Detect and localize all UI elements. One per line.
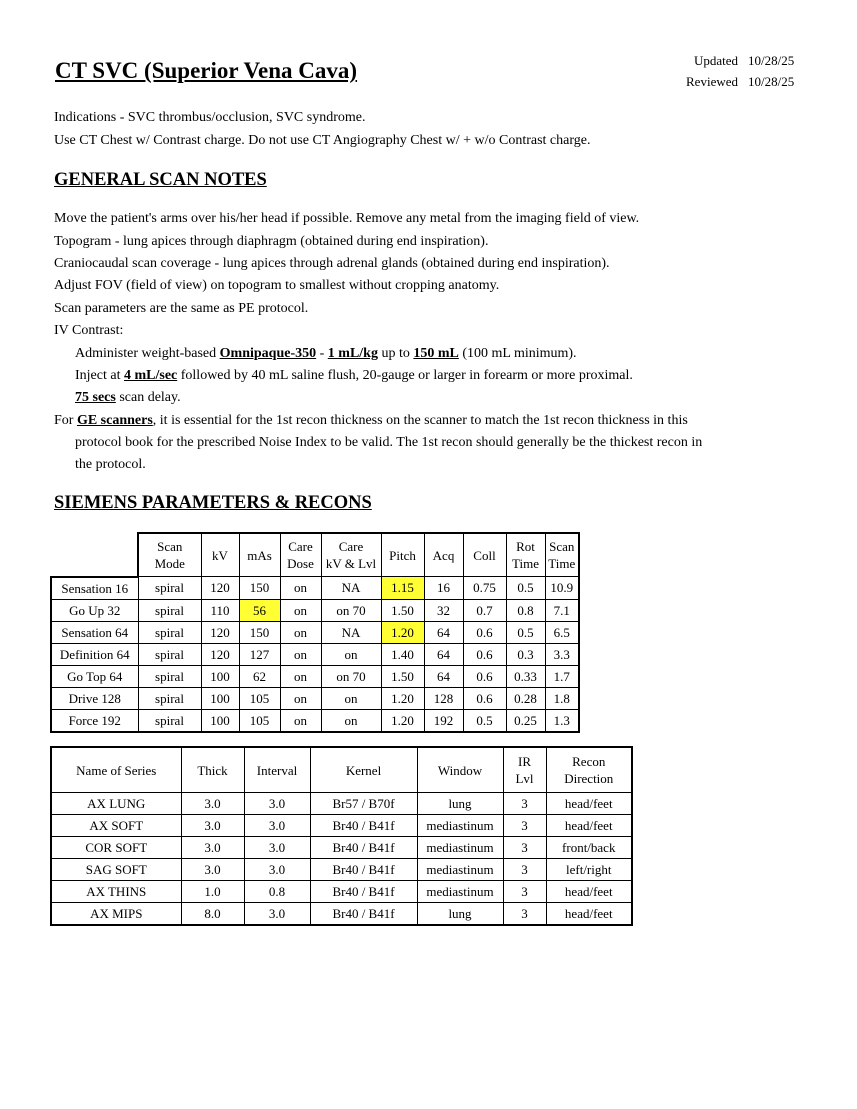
table-cell: 3.3 xyxy=(545,643,579,665)
table-cell: on xyxy=(280,577,321,600)
table-row xyxy=(51,599,579,621)
contrast-max: 150 mL xyxy=(413,346,459,361)
text-run: Inject at xyxy=(75,368,124,383)
table-cell: 3 xyxy=(503,815,546,837)
table-cell: 3 xyxy=(503,837,546,859)
updated-line xyxy=(672,53,794,69)
table-cell: on xyxy=(280,687,321,709)
table-row xyxy=(51,837,632,859)
table-cell: 64 xyxy=(424,665,463,687)
table-cell: NA xyxy=(321,621,381,643)
table-cell: NA xyxy=(321,577,381,600)
table-cell: 1.0 xyxy=(181,881,244,903)
column-header: Recon Direction xyxy=(546,747,632,793)
table-cell: 3.0 xyxy=(181,793,244,815)
table-cell: 150 xyxy=(239,577,280,600)
table-header-row xyxy=(51,747,632,793)
table-cell: 100 xyxy=(201,687,239,709)
series-name-cell: COR SOFT xyxy=(51,837,181,859)
scan-note-line: Craniocaudal scan coverage - lung apices through adrenal glands (obtained during end inspiration). xyxy=(54,256,610,271)
table-cell: lung xyxy=(417,903,503,926)
table-cell: Br40 / B41f xyxy=(310,903,417,926)
table-cell: 0.6 xyxy=(463,687,506,709)
table-header-row xyxy=(51,533,579,577)
table-cell: 10.9 xyxy=(545,577,579,600)
column-header: kV xyxy=(201,533,239,577)
column-header: Coll xyxy=(463,533,506,577)
table-cell: 127 xyxy=(239,643,280,665)
scanner-name-cell: Go Up 32 xyxy=(51,599,138,621)
column-header: Kernel xyxy=(310,747,417,793)
table-row xyxy=(51,643,579,665)
table-cell: 120 xyxy=(201,621,239,643)
table-cell: 0.5 xyxy=(463,709,506,732)
table-cell: 3.0 xyxy=(181,859,244,881)
column-header: Scan Time xyxy=(545,533,579,577)
table-cell: spiral xyxy=(138,665,201,687)
table-cell: head/feet xyxy=(546,903,632,926)
column-header: Care Dose xyxy=(280,533,321,577)
table-cell: lung xyxy=(417,793,503,815)
table-cell: 1.20 xyxy=(381,621,424,643)
column-header: mAs xyxy=(239,533,280,577)
page-title: CT SVC (Superior Vena Cava) xyxy=(55,58,358,83)
text-run: up to xyxy=(377,346,414,361)
table-row xyxy=(51,903,632,926)
text-run: - xyxy=(316,346,328,361)
table-row xyxy=(51,881,632,903)
table-cell: head/feet xyxy=(546,881,632,903)
table-cell: 3 xyxy=(503,903,546,926)
scan-note-line: IV Contrast: xyxy=(54,323,124,338)
column-header: IR Lvl xyxy=(503,747,546,793)
table-cell: 3.0 xyxy=(181,815,244,837)
table-cell: 3 xyxy=(503,881,546,903)
table-cell: 0.33 xyxy=(506,665,545,687)
table-cell: 105 xyxy=(239,687,280,709)
table-cell: 64 xyxy=(424,621,463,643)
column-header: Acq xyxy=(424,533,463,577)
table-cell: 6.5 xyxy=(545,621,579,643)
reviewed-label: Reviewed xyxy=(686,74,738,89)
text-run: Administer weight-based xyxy=(75,346,220,361)
table-cell: 7.1 xyxy=(545,599,579,621)
table-cell: head/feet xyxy=(546,793,632,815)
series-name-cell: AX THINS xyxy=(51,881,181,903)
table-cell: 0.8 xyxy=(244,881,310,903)
table-row xyxy=(51,709,579,732)
table-cell: 56 xyxy=(239,599,280,621)
table-cell: spiral xyxy=(138,643,201,665)
table-cell: 0.8 xyxy=(506,599,545,621)
table-cell: 0.25 xyxy=(506,709,545,732)
table-cell: 3 xyxy=(503,859,546,881)
table-cell: spiral xyxy=(138,577,201,600)
siemens-parameters-table xyxy=(50,532,580,733)
column-header: Scan Mode xyxy=(138,533,201,577)
scan-note-line: Move the patient's arms over his/her head if possible. Remove any metal from the imaging field of view. xyxy=(54,211,640,226)
table-cell: 0.7 xyxy=(463,599,506,621)
updated-date: 10/28/25 xyxy=(748,53,795,68)
table-cell: 3 xyxy=(503,793,546,815)
text-run: , it is essential for the 1st recon thickness on the scanner to match the 1st recon thickness in this xyxy=(152,413,688,428)
updated-label: Updated xyxy=(693,53,738,68)
table-cell: 1.50 xyxy=(381,599,424,621)
table-cell: Br40 / B41f xyxy=(310,837,417,859)
ge-note-line xyxy=(54,413,688,429)
table-cell: 3.0 xyxy=(244,793,310,815)
contrast-agent: Omnipaque-350 xyxy=(219,346,317,361)
table-cell: mediastinum xyxy=(417,815,503,837)
general-scan-notes-heading: GENERAL SCAN NOTES xyxy=(54,170,267,190)
series-name-cell: AX MIPS xyxy=(51,903,181,926)
table-cell: 64 xyxy=(424,643,463,665)
ge-note-line: the protocol. xyxy=(75,457,146,472)
text-run: scan delay. xyxy=(115,390,181,405)
table-cell: on xyxy=(280,665,321,687)
table-cell: 150 xyxy=(239,621,280,643)
table-cell: 1.15 xyxy=(381,577,424,600)
scanner-name-cell: Force 192 xyxy=(51,709,138,732)
scan-note-line: Adjust FOV (field of view) on topogram to smallest without cropping anatomy. xyxy=(54,278,500,293)
scanner-name-cell: Sensation 16 xyxy=(51,577,138,600)
table-cell: 1.40 xyxy=(381,643,424,665)
recons-table xyxy=(50,746,633,926)
table-cell: 3.0 xyxy=(244,859,310,881)
table-cell: on xyxy=(321,709,381,732)
scan-note-line: Scan parameters are the same as PE protocol. xyxy=(54,301,309,316)
table-cell: spiral xyxy=(138,621,201,643)
table-row xyxy=(51,665,579,687)
table-cell: 0.5 xyxy=(506,577,545,600)
table-cell: Br40 / B41f xyxy=(310,881,417,903)
contrast-dose: 1 mL/kg xyxy=(327,346,378,361)
table-cell: on xyxy=(280,709,321,732)
table-cell: Br57 / B70f xyxy=(310,793,417,815)
column-header: Thick xyxy=(181,747,244,793)
table-cell: 0.5 xyxy=(506,621,545,643)
table-cell: 1.3 xyxy=(545,709,579,732)
table-cell: spiral xyxy=(138,687,201,709)
table-cell: 0.75 xyxy=(463,577,506,600)
table-cell: Br40 / B41f xyxy=(310,859,417,881)
ge-note-line: protocol book for the prescribed Noise Index to be valid. The 1st recon should generally be the thickest recon in xyxy=(75,435,703,450)
table-cell: 100 xyxy=(201,709,239,732)
table-cell: on 70 xyxy=(321,665,381,687)
series-name-cell: AX LUNG xyxy=(51,793,181,815)
contrast-dose-line xyxy=(75,346,577,362)
table-cell: 1.50 xyxy=(381,665,424,687)
table-cell: 0.3 xyxy=(506,643,545,665)
table-row xyxy=(51,793,632,815)
table-cell: 120 xyxy=(201,643,239,665)
table-cell: 3.0 xyxy=(181,837,244,859)
table-cell: on xyxy=(280,643,321,665)
injection-rate-line xyxy=(75,368,633,384)
table-cell: spiral xyxy=(138,599,201,621)
scan-delay: 75 secs xyxy=(75,390,116,405)
column-header: Interval xyxy=(244,747,310,793)
table-cell: left/right xyxy=(546,859,632,881)
table-cell: on xyxy=(280,599,321,621)
table-cell: 0.28 xyxy=(506,687,545,709)
series-name-cell: SAG SOFT xyxy=(51,859,181,881)
table-cell: Br40 / B41f xyxy=(310,815,417,837)
table-cell: 128 xyxy=(424,687,463,709)
table-cell: 105 xyxy=(239,709,280,732)
reviewed-line xyxy=(672,74,794,90)
table-cell: 1.8 xyxy=(545,687,579,709)
scanner-name-cell: Drive 128 xyxy=(51,687,138,709)
table-cell: 0.6 xyxy=(463,643,506,665)
table-cell: 1.7 xyxy=(545,665,579,687)
indications-text: Indications - SVC thrombus/occlusion, SVC syndrome. xyxy=(54,110,366,125)
empty-corner-cell xyxy=(51,533,138,577)
column-header: Care kV & Lvl xyxy=(321,533,381,577)
charge-text: Use CT Chest w/ Contrast charge. Do not use CT Angiography Chest w/ + w/o Contrast charge. xyxy=(54,133,591,148)
scanner-name-cell: Definition 64 xyxy=(51,643,138,665)
table-cell: 32 xyxy=(424,599,463,621)
table-cell: spiral xyxy=(138,709,201,732)
table-cell: 8.0 xyxy=(181,903,244,926)
scanner-name-cell: Sensation 64 xyxy=(51,621,138,643)
table-row xyxy=(51,815,632,837)
table-cell: 3.0 xyxy=(244,815,310,837)
series-name-cell: AX SOFT xyxy=(51,815,181,837)
table-row xyxy=(51,859,632,881)
reviewed-date: 10/28/25 xyxy=(748,74,795,89)
table-cell: 1.20 xyxy=(381,687,424,709)
text-run: (100 mL minimum). xyxy=(458,346,577,361)
scan-delay-line xyxy=(75,390,181,406)
column-header: Name of Series xyxy=(51,747,181,793)
table-cell: mediastinum xyxy=(417,837,503,859)
table-cell: mediastinum xyxy=(417,881,503,903)
ge-scanners: GE scanners xyxy=(76,413,153,428)
table-cell: on xyxy=(280,621,321,643)
table-cell: 3.0 xyxy=(244,903,310,926)
table-cell: 110 xyxy=(201,599,239,621)
table-cell: on xyxy=(321,687,381,709)
siemens-heading: SIEMENS PARAMETERS & RECONS xyxy=(54,493,372,513)
column-header: Rot Time xyxy=(506,533,545,577)
table-row xyxy=(51,621,579,643)
table-cell: 3.0 xyxy=(244,837,310,859)
table-cell: 100 xyxy=(201,665,239,687)
scanner-name-cell: Go Top 64 xyxy=(51,665,138,687)
table-cell: 0.6 xyxy=(463,665,506,687)
table-cell: 0.6 xyxy=(463,621,506,643)
injection-rate: 4 mL/sec xyxy=(123,368,178,383)
table-cell: 16 xyxy=(424,577,463,600)
text-run: followed by 40 mL saline flush, 20-gauge or larger in forearm or more proximal. xyxy=(177,368,633,383)
table-cell: front/back xyxy=(546,837,632,859)
text-run: For xyxy=(54,413,77,428)
table-cell: head/feet xyxy=(546,815,632,837)
scan-note-line: Topogram - lung apices through diaphragm (obtained during end inspiration). xyxy=(54,234,489,249)
table-cell: 120 xyxy=(201,577,239,600)
table-cell: 192 xyxy=(424,709,463,732)
table-cell: 1.20 xyxy=(381,709,424,732)
table-row xyxy=(51,687,579,709)
table-cell: on xyxy=(321,643,381,665)
table-cell: mediastinum xyxy=(417,859,503,881)
table-cell: on 70 xyxy=(321,599,381,621)
column-header: Window xyxy=(417,747,503,793)
column-header: Pitch xyxy=(381,533,424,577)
table-row xyxy=(51,577,579,600)
table-cell: 62 xyxy=(239,665,280,687)
